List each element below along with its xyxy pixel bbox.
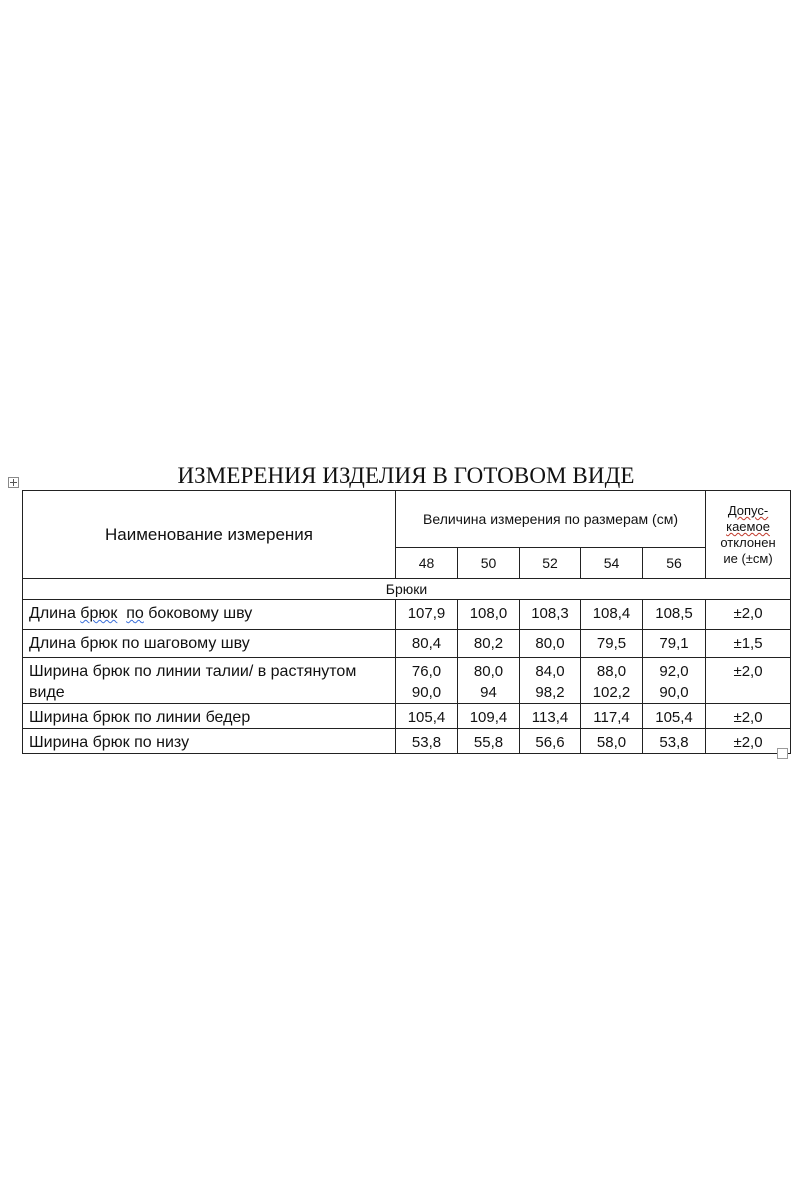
measurement-value: 105,4 bbox=[407, 709, 446, 726]
header-row bbox=[23, 491, 791, 548]
measurement-value: 98,2 bbox=[535, 684, 565, 701]
measurement-value-cell bbox=[396, 630, 458, 658]
measurement-value: 105,4 bbox=[655, 709, 693, 726]
size-header: 48 bbox=[396, 548, 458, 579]
measurement-value: 90,0 bbox=[411, 684, 442, 701]
measurement-value: 107,9 bbox=[407, 605, 446, 622]
measurement-name-text: Ширина брюк по линии талии/ в растянутом виде bbox=[29, 663, 357, 701]
measurement-value-cell bbox=[458, 704, 520, 729]
measurements-table bbox=[22, 490, 791, 754]
measurement-value: 102,2 bbox=[592, 684, 631, 701]
header-sizes-cell bbox=[396, 491, 706, 548]
measurement-value-cell bbox=[520, 729, 581, 754]
tolerance-line: ие (±см) bbox=[723, 551, 773, 566]
measurement-value: 109,4 bbox=[469, 709, 508, 726]
header-tolerance-cell bbox=[706, 491, 791, 579]
measurement-value: 79,5 bbox=[596, 635, 627, 652]
measurement-value-cell bbox=[581, 658, 643, 704]
measurement-value-cell bbox=[581, 600, 643, 630]
tolerance-line: Допус- bbox=[727, 503, 769, 518]
measurement-value: 108,0 bbox=[469, 605, 508, 622]
tolerance-value: ±2,0 bbox=[706, 600, 791, 630]
measurement-value-cell bbox=[520, 630, 581, 658]
measurement-value: 80,0 bbox=[473, 663, 504, 680]
table-row bbox=[23, 729, 791, 754]
measurement-value-cell bbox=[643, 729, 706, 754]
size-header: 50 bbox=[458, 548, 520, 579]
tolerance-value: ±1,5 bbox=[706, 630, 791, 658]
measurement-value-cell bbox=[458, 729, 520, 754]
table-row bbox=[23, 704, 791, 729]
table-body bbox=[23, 600, 791, 754]
measurement-value: 55,8 bbox=[473, 734, 504, 751]
tolerance-value: ±2,0 bbox=[706, 704, 791, 729]
measurement-value: 80,4 bbox=[411, 635, 442, 652]
measurement-value: 53,8 bbox=[411, 734, 442, 751]
measurement-value-cell bbox=[396, 658, 458, 704]
table-row bbox=[23, 600, 791, 630]
measurement-value-cell bbox=[581, 704, 643, 729]
measurement-value: 80,0 bbox=[535, 635, 565, 652]
measurement-value: 76,0 bbox=[411, 663, 442, 680]
measurement-value-cell bbox=[520, 658, 581, 704]
size-header: 52 bbox=[520, 548, 581, 579]
measurement-value-cell bbox=[458, 630, 520, 658]
tolerance-line: отклонен bbox=[720, 535, 776, 550]
measurement-value: 53,8 bbox=[659, 734, 689, 751]
measurement-name-part: Длина bbox=[29, 605, 81, 622]
header-name-label: Наименование измерения bbox=[104, 524, 313, 544]
size-header: 54 bbox=[581, 548, 643, 579]
measurement-value: 94 bbox=[480, 684, 497, 701]
section-label: Брюки bbox=[23, 579, 791, 600]
measurement-value: 88,0 bbox=[596, 663, 627, 680]
measurement-value: 84,0 bbox=[535, 663, 565, 680]
measurement-name bbox=[23, 600, 396, 630]
measurement-value: 79,1 bbox=[659, 635, 689, 652]
header-sizes-label: Величина измерения по размерам (см) bbox=[423, 511, 678, 527]
size-header: 56 bbox=[643, 548, 706, 579]
measurement-value-cell bbox=[643, 600, 706, 630]
measurement-value: 108,3 bbox=[531, 605, 569, 622]
table-row bbox=[23, 630, 791, 658]
measurement-value-cell bbox=[643, 658, 706, 704]
measurement-value: 56,6 bbox=[535, 734, 565, 751]
measurement-value-cell bbox=[581, 729, 643, 754]
section-row bbox=[23, 579, 791, 600]
measurement-name bbox=[23, 729, 396, 754]
measurement-value: 108,5 bbox=[655, 605, 693, 622]
tolerance-line: каемое bbox=[726, 519, 770, 534]
measurement-value: 80,2 bbox=[473, 635, 504, 652]
measurement-name-part: брюк bbox=[80, 605, 118, 622]
header-name-cell bbox=[23, 491, 396, 579]
measurement-value-cell bbox=[396, 729, 458, 754]
measurement-name bbox=[23, 704, 396, 729]
measurement-name-text: Ширина брюк по низу bbox=[29, 734, 190, 751]
measurement-value-cell bbox=[520, 704, 581, 729]
measurement-value: 108,4 bbox=[592, 605, 631, 622]
measurement-value: 92,0 bbox=[659, 663, 689, 680]
measurement-name-text: Ширина брюк по линии бедер bbox=[29, 709, 251, 726]
measurement-value-cell bbox=[643, 704, 706, 729]
measurement-value: 113,4 bbox=[531, 709, 569, 726]
measurement-name bbox=[23, 658, 396, 704]
measurement-value-cell bbox=[520, 600, 581, 630]
tolerance-value: ±2,0 bbox=[706, 658, 791, 704]
measurement-value-cell bbox=[581, 630, 643, 658]
measurement-value: 58,0 bbox=[596, 734, 627, 751]
document-title: ИЗМЕРЕНИЯ ИЗДЕЛИЯ В ГОТОВОМ ВИДЕ bbox=[177, 463, 635, 488]
measurement-value-cell bbox=[458, 600, 520, 630]
measurement-value-cell bbox=[396, 600, 458, 630]
measurement-value-cell bbox=[396, 704, 458, 729]
measurement-name-part bbox=[117, 605, 126, 622]
measurement-value: 117,4 bbox=[593, 709, 630, 726]
measurement-value-cell bbox=[643, 630, 706, 658]
table-row bbox=[23, 658, 791, 704]
table-move-handle-icon[interactable] bbox=[8, 477, 19, 488]
tolerance-value: ±2,0 bbox=[706, 729, 791, 754]
measurement-value: 90,0 bbox=[659, 684, 689, 701]
measurement-name-text: Длина брюк по шаговому шву bbox=[29, 635, 250, 652]
table-resize-handle-icon[interactable] bbox=[777, 748, 788, 759]
measurement-name-part: боковому шву bbox=[143, 605, 253, 622]
measurement-value-cell bbox=[458, 658, 520, 704]
measurement-name-part: по bbox=[126, 605, 144, 622]
measurement-name bbox=[23, 630, 396, 658]
